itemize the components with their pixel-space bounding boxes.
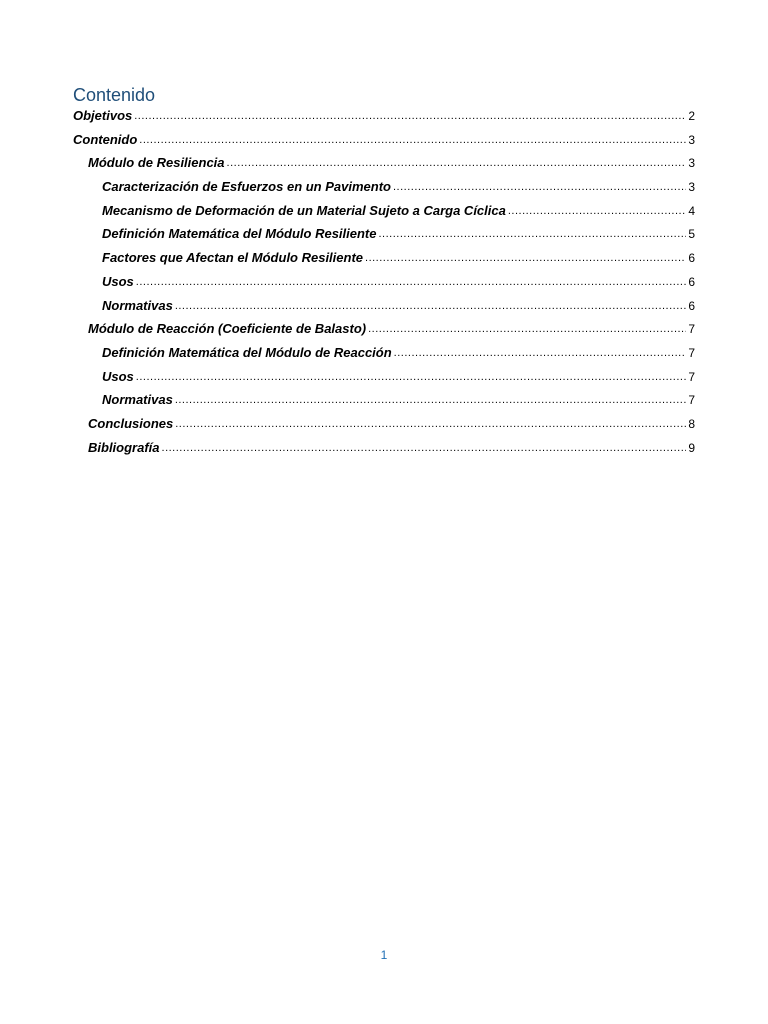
toc-dot-leader — [136, 367, 687, 386]
toc-entry-conclusiones[interactable] — [73, 415, 695, 439]
toc-entry-usos-resiliencia[interactable] — [73, 273, 695, 297]
toc-entry-mecanismo-deformacion[interactable] — [73, 202, 695, 226]
toc-entry-factores-modulo-resiliente[interactable] — [73, 249, 695, 273]
toc-dot-leader — [139, 130, 686, 149]
toc-dot-leader — [508, 201, 686, 220]
toc-entry-title: Normativas — [102, 297, 173, 313]
toc-entry-usos-reaccion[interactable] — [73, 368, 695, 392]
toc-dot-leader — [365, 248, 686, 267]
toc-dot-leader — [134, 106, 686, 125]
toc-dot-leader — [368, 319, 686, 338]
toc-entry-title: Caracterización de Esfuerzos en un Pavimento — [102, 179, 391, 195]
toc-entry-title: Objetivos — [73, 108, 133, 123]
toc-entry-title: Bibliografía — [88, 439, 160, 455]
toc-entry-page: 9 — [688, 440, 695, 455]
page-number: 1 — [380, 948, 388, 962]
toc-entry-title: Usos — [102, 273, 134, 289]
toc-entry-title: Contenido — [73, 131, 138, 147]
toc-entry-normativas-reaccion[interactable] — [73, 391, 695, 415]
toc-entry-page: 7 — [688, 369, 695, 384]
toc-entry-bibliografia[interactable] — [73, 439, 695, 463]
toc-entry-page: 7 — [688, 393, 695, 408]
toc-dot-leader — [175, 390, 687, 409]
toc-entry-page: 6 — [688, 298, 695, 313]
toc-entry-page: 3 — [688, 132, 695, 147]
table-of-contents — [73, 107, 695, 462]
toc-entry-title: Definición Matemática del Módulo de Reacción — [102, 344, 392, 360]
toc-entry-page: 6 — [688, 274, 695, 289]
toc-entry-page: 7 — [688, 345, 695, 360]
toc-dot-leader — [175, 414, 686, 433]
toc-dot-leader — [394, 343, 687, 362]
toc-dot-leader — [393, 177, 686, 196]
toc-entry-page: 5 — [688, 227, 695, 242]
toc-heading: Contenido — [73, 85, 156, 105]
toc-entry-page: 7 — [688, 322, 695, 337]
toc-dot-leader — [175, 296, 687, 315]
toc-entry-normativas-resiliencia[interactable] — [73, 297, 695, 321]
toc-entry-title: Módulo de Reacción (Coeficiente de Balasto) — [88, 321, 367, 337]
toc-entry-definicion-modulo-resiliente[interactable] — [73, 225, 695, 249]
toc-entry-page: 2 — [688, 109, 695, 123]
toc-entry-title: Factores que Afectan el Módulo Resiliente — [102, 250, 364, 266]
toc-entry-page: 6 — [688, 251, 695, 266]
toc-dot-leader — [379, 224, 687, 243]
toc-entry-title: Definición Matemática del Módulo Resiliente — [102, 226, 377, 242]
toc-dot-leader — [162, 438, 687, 457]
toc-entry-title: Normativas — [102, 392, 173, 408]
toc-entry-page: 8 — [688, 416, 695, 431]
toc-entry-title: Mecanismo de Deformación de un Material Sujeto a Carga Cíclica — [102, 202, 506, 218]
toc-entry-page: 3 — [688, 180, 695, 195]
toc-entry-page: 3 — [688, 156, 695, 171]
toc-entry-page: 4 — [688, 203, 695, 218]
toc-entry-definicion-modulo-reaccion[interactable] — [73, 344, 695, 368]
toc-dot-leader — [227, 153, 687, 172]
toc-entry-objetivos[interactable] — [73, 107, 695, 131]
toc-entry-modulo-de-resiliencia[interactable] — [73, 154, 695, 178]
toc-entry-title: Módulo de Resiliencia — [88, 155, 225, 171]
toc-dot-leader — [136, 272, 687, 291]
toc-entry-title: Conclusiones — [88, 415, 174, 431]
toc-entry-contenido[interactable] — [73, 131, 695, 155]
toc-entry-title: Usos — [102, 368, 134, 384]
toc-entry-caracterizacion-esfuerzos[interactable] — [73, 178, 695, 202]
toc-entry-modulo-de-reaccion[interactable] — [73, 320, 695, 344]
